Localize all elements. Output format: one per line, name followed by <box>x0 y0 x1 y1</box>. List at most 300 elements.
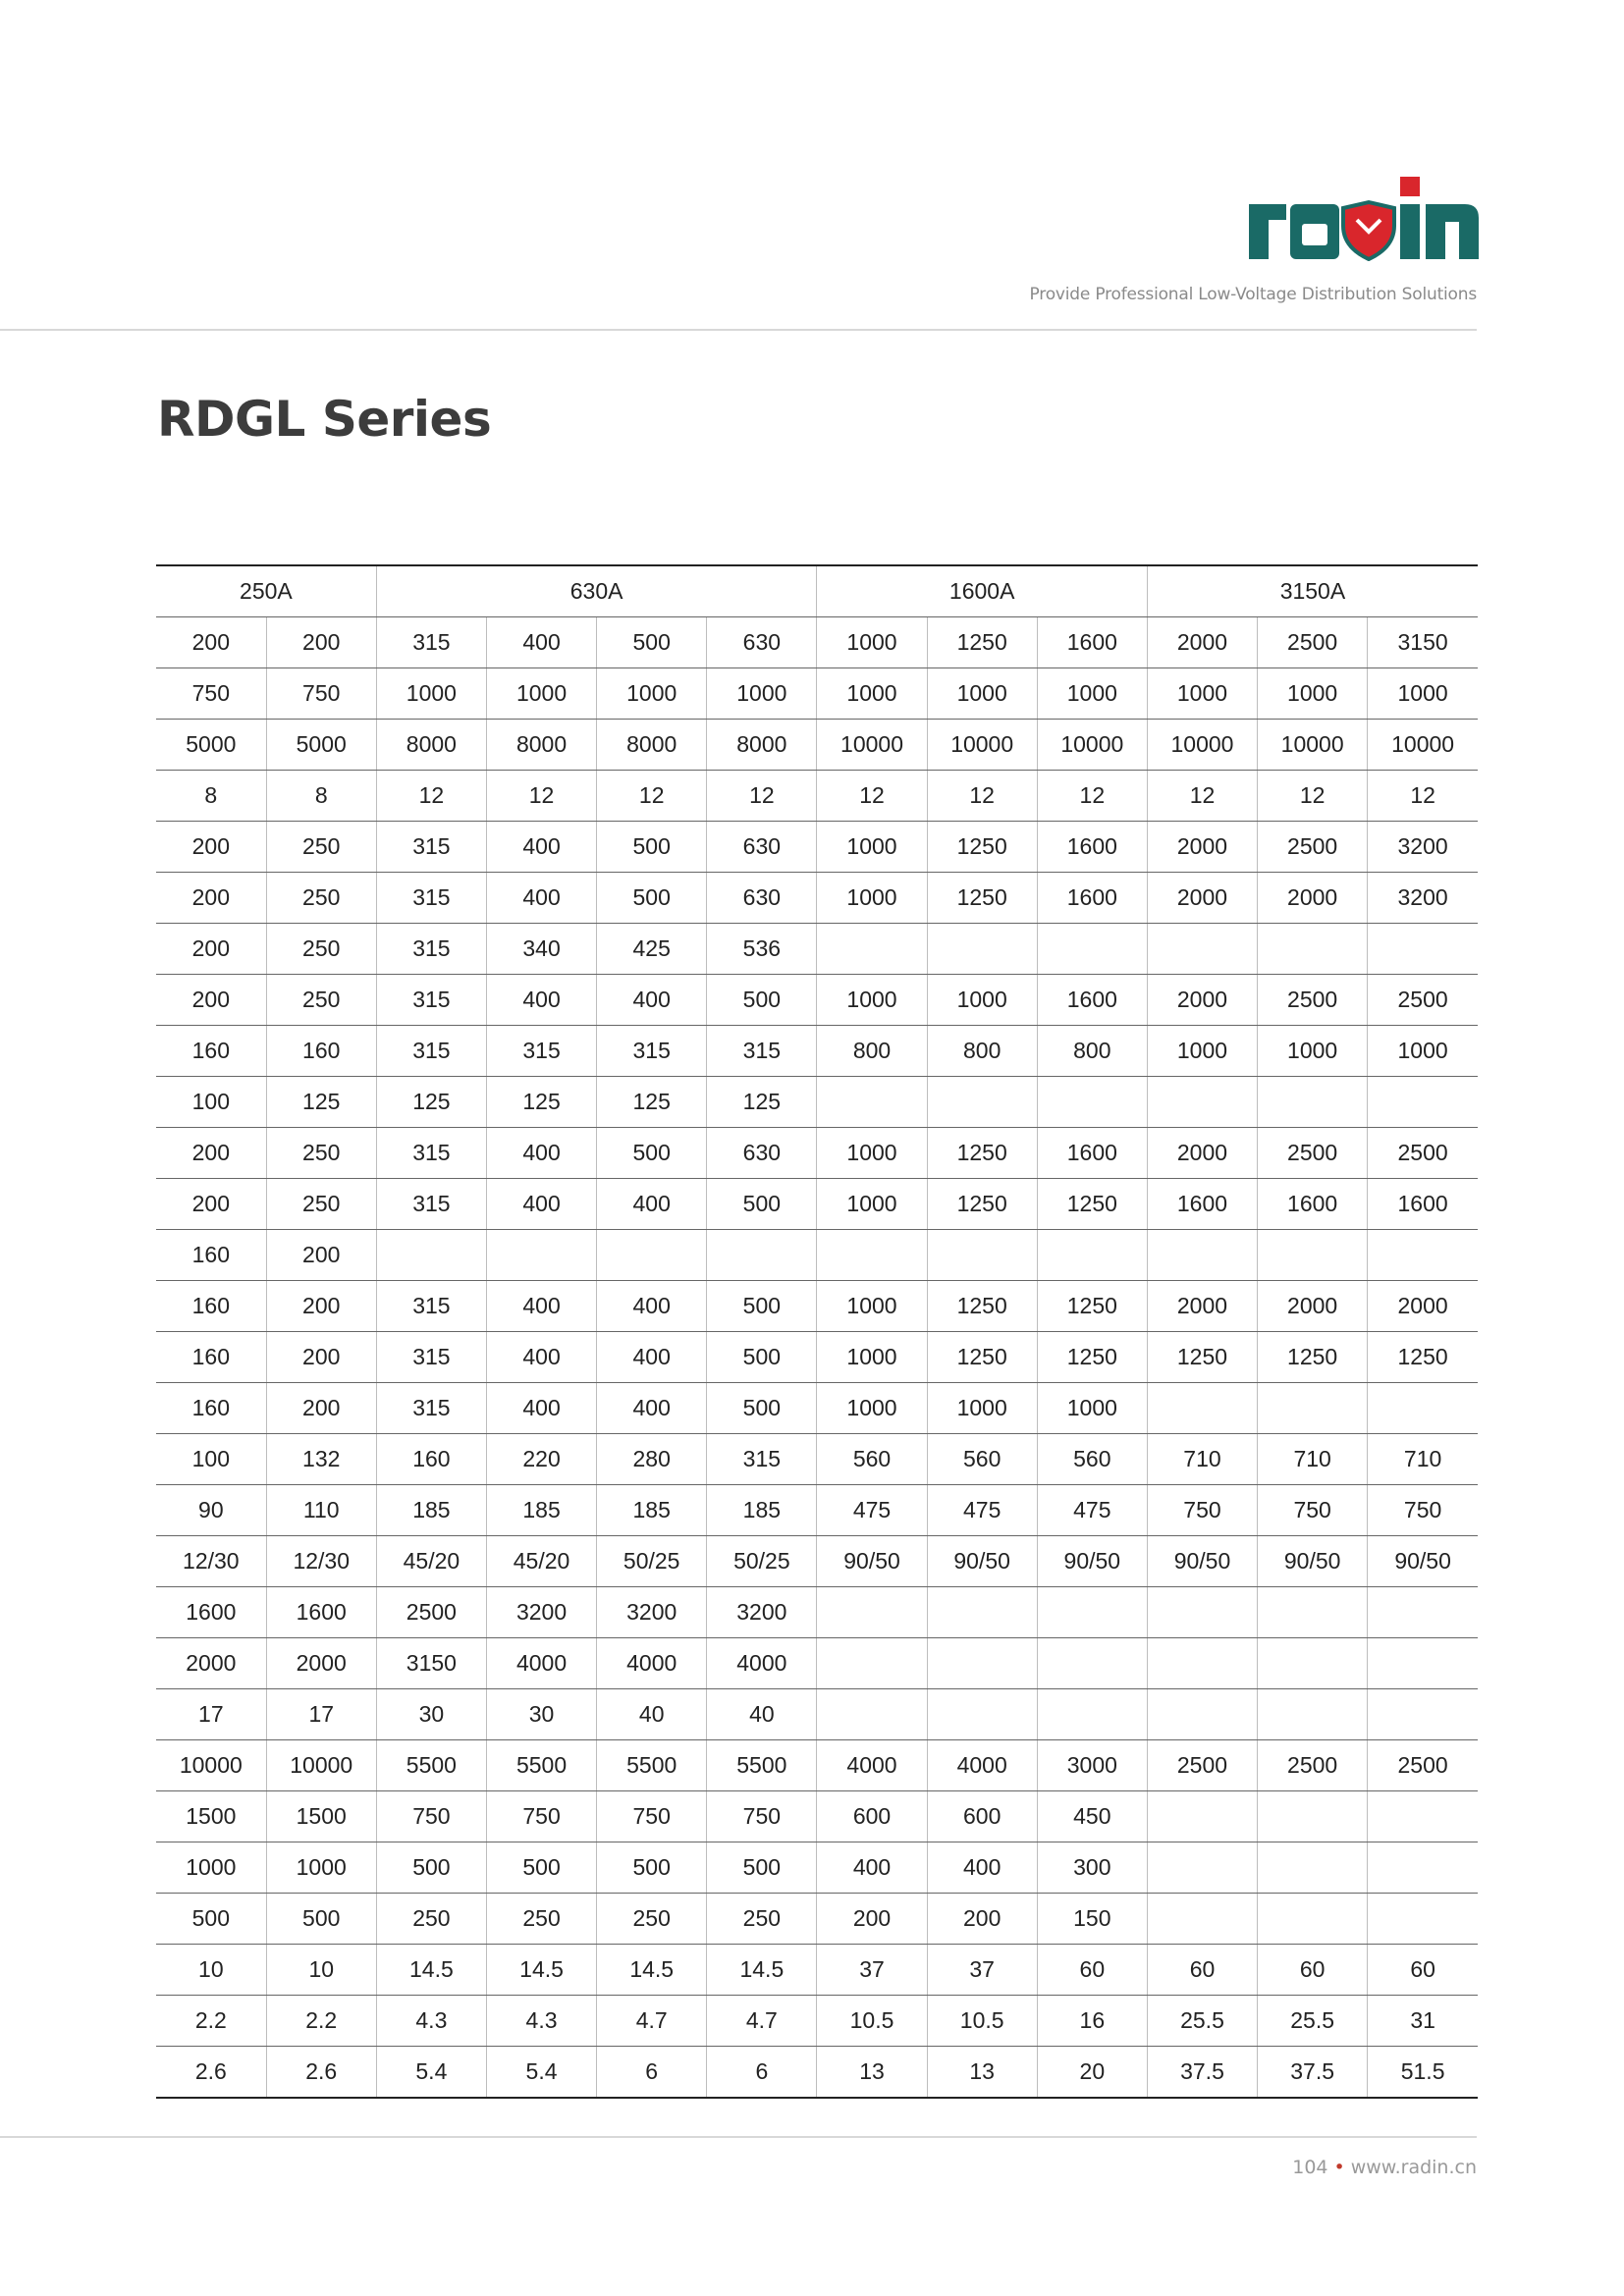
table-cell: 160 <box>156 1026 266 1077</box>
table-row <box>156 1332 1478 1383</box>
table-cell: 14.5 <box>376 1945 486 1996</box>
table-cell: 315 <box>486 1026 596 1077</box>
table-cell: 12/30 <box>266 1536 376 1587</box>
table-cell: 200 <box>927 1894 1037 1945</box>
table-cell: 1000 <box>707 668 817 720</box>
table-cell: 750 <box>597 1791 707 1842</box>
table-cell: 5.4 <box>376 2047 486 2099</box>
table-cell: 1500 <box>266 1791 376 1842</box>
table-cell: 14.5 <box>707 1945 817 1996</box>
table-row <box>156 822 1478 873</box>
table-cell: 37.5 <box>1147 2047 1257 2099</box>
table-cell: 12 <box>1147 771 1257 822</box>
table-cell: 200 <box>266 617 376 668</box>
table-cell <box>1368 1894 1478 1945</box>
table-cell: 500 <box>597 1128 707 1179</box>
table-cell: 500 <box>707 1281 817 1332</box>
table-cell: 500 <box>597 822 707 873</box>
table-cell: 1000 <box>817 1281 927 1332</box>
table-cell: 2000 <box>1147 975 1257 1026</box>
table-cell: 12 <box>376 771 486 822</box>
table-cell: 4.7 <box>707 1996 817 2047</box>
radin-logo-graphic <box>1247 175 1483 261</box>
table-cell: 400 <box>597 1383 707 1434</box>
page-footer <box>1292 2157 1477 2178</box>
table-cell: 200 <box>817 1894 927 1945</box>
table-cell: 160 <box>156 1230 266 1281</box>
table-cell: 1250 <box>1368 1332 1478 1383</box>
table-cell: 8000 <box>376 720 486 771</box>
table-cell: 200 <box>156 1179 266 1230</box>
table-cell: 10000 <box>1258 720 1368 771</box>
table-cell: 1000 <box>376 668 486 720</box>
table-cell <box>1037 1587 1147 1638</box>
table-row <box>156 975 1478 1026</box>
table-row <box>156 1128 1478 1179</box>
table-cell: 1000 <box>1147 668 1257 720</box>
table-row <box>156 1689 1478 1740</box>
table-cell: 16 <box>1037 1996 1147 2047</box>
table-cell: 1600 <box>1368 1179 1478 1230</box>
table-cell: 600 <box>817 1791 927 1842</box>
table-cell <box>1258 924 1368 975</box>
table-cell: 750 <box>486 1791 596 1842</box>
table-cell: 630 <box>707 1128 817 1179</box>
page-title: RDGL Series <box>157 391 492 448</box>
table-cell: 400 <box>486 1179 596 1230</box>
table-cell: 8 <box>266 771 376 822</box>
table-cell: 536 <box>707 924 817 975</box>
table-cell: 160 <box>266 1026 376 1077</box>
table-cell <box>1147 1077 1257 1128</box>
table-cell <box>817 1230 927 1281</box>
table-cell: 630 <box>707 822 817 873</box>
table-cell: 315 <box>376 924 486 975</box>
table-cell <box>1147 1842 1257 1894</box>
table-cell: 1250 <box>1037 1281 1147 1332</box>
table-cell: 250 <box>597 1894 707 1945</box>
table-cell: 185 <box>486 1485 596 1536</box>
table-cell: 1600 <box>1258 1179 1368 1230</box>
table-cell: 60 <box>1368 1945 1478 1996</box>
table-row <box>156 924 1478 975</box>
table-cell: 8000 <box>486 720 596 771</box>
table-cell: 13 <box>927 2047 1037 2099</box>
table-cell: 10000 <box>156 1740 266 1791</box>
table-cell <box>1147 1230 1257 1281</box>
table-cell: 2500 <box>1258 822 1368 873</box>
table-cell: 2500 <box>376 1587 486 1638</box>
table-cell: 8 <box>156 771 266 822</box>
table-row <box>156 1434 1478 1485</box>
table-row <box>156 1281 1478 1332</box>
table-cell: 250 <box>266 975 376 1026</box>
table-cell: 10 <box>156 1945 266 1996</box>
table-cell: 1000 <box>927 975 1037 1026</box>
table-cell: 12 <box>1368 771 1478 822</box>
table-cell: 14.5 <box>597 1945 707 1996</box>
table-cell <box>927 924 1037 975</box>
table-cell <box>1258 1842 1368 1894</box>
table-cell: 185 <box>376 1485 486 1536</box>
table-cell: 1600 <box>156 1587 266 1638</box>
table-cell <box>1368 1791 1478 1842</box>
table-cell <box>1368 1638 1478 1689</box>
table-row <box>156 2047 1478 2099</box>
table-cell: 6 <box>597 2047 707 2099</box>
table-cell: 1000 <box>927 1383 1037 1434</box>
table-cell: 710 <box>1147 1434 1257 1485</box>
table-cell: 500 <box>486 1842 596 1894</box>
table-cell: 750 <box>376 1791 486 1842</box>
table-cell: 800 <box>1037 1026 1147 1077</box>
table-cell: 2500 <box>1258 617 1368 668</box>
table-cell: 25.5 <box>1258 1996 1368 2047</box>
table-cell: 1000 <box>817 975 927 1026</box>
table-cell: 400 <box>597 975 707 1026</box>
table-cell: 1000 <box>927 668 1037 720</box>
table-cell: 90/50 <box>1258 1536 1368 1587</box>
table-cell <box>597 1230 707 1281</box>
table-cell: 1000 <box>1037 668 1147 720</box>
table-cell <box>927 1230 1037 1281</box>
table-cell: 250 <box>266 924 376 975</box>
table-row <box>156 1945 1478 1996</box>
table-cell: 12 <box>707 771 817 822</box>
table-cell: 10000 <box>1368 720 1478 771</box>
table-cell <box>1368 1689 1478 1740</box>
table-cell: 750 <box>266 668 376 720</box>
table-cell: 630 <box>707 873 817 924</box>
table-cell: 150 <box>1037 1894 1147 1945</box>
brand-tagline: Provide Professional Low-Voltage Distribution Solutions <box>1029 285 1477 304</box>
table-cell: 2500 <box>1258 975 1368 1026</box>
table-cell: 250 <box>486 1894 596 1945</box>
table-cell: 750 <box>1368 1485 1478 1536</box>
table-row <box>156 1485 1478 1536</box>
table-cell: 800 <box>817 1026 927 1077</box>
table-cell: 5000 <box>156 720 266 771</box>
table-row <box>156 771 1478 822</box>
table-cell <box>1037 1689 1147 1740</box>
table-cell: 2000 <box>1147 1128 1257 1179</box>
table-cell: 500 <box>156 1894 266 1945</box>
table-cell: 315 <box>376 1383 486 1434</box>
table-cell: 315 <box>376 1128 486 1179</box>
table-cell: 125 <box>597 1077 707 1128</box>
table-row <box>156 1026 1478 1077</box>
table-cell: 2000 <box>1368 1281 1478 1332</box>
table-cell: 1600 <box>1037 822 1147 873</box>
table-cell: 710 <box>1368 1434 1478 1485</box>
table-cell: 315 <box>376 1179 486 1230</box>
table-cell: 475 <box>817 1485 927 1536</box>
table-cell: 560 <box>927 1434 1037 1485</box>
table-cell: 315 <box>707 1434 817 1485</box>
table-cell: 2500 <box>1258 1740 1368 1791</box>
table-row <box>156 1230 1478 1281</box>
table-cell <box>1258 1230 1368 1281</box>
table-cell: 400 <box>597 1179 707 1230</box>
table-cell: 200 <box>266 1383 376 1434</box>
table-cell: 315 <box>376 873 486 924</box>
table-cell: 2.6 <box>194 2058 227 2084</box>
table-cell: 2000 <box>1147 617 1257 668</box>
table-row <box>156 1383 1478 1434</box>
table-cell: 250 <box>376 1894 486 1945</box>
table-cell <box>1147 924 1257 975</box>
table-cell: 1250 <box>1258 1332 1368 1383</box>
table-cell: 315 <box>707 1026 817 1077</box>
table-cell: 450 <box>1037 1791 1147 1842</box>
table-cell: 315 <box>376 975 486 1026</box>
table-cell: 500 <box>597 1842 707 1894</box>
table-cell: 4000 <box>927 1740 1037 1791</box>
table-cell: 1250 <box>927 1281 1037 1332</box>
table-cell <box>486 1230 596 1281</box>
table-cell: 1000 <box>817 1332 927 1383</box>
table-cell: 280 <box>597 1434 707 1485</box>
table-cell: 4000 <box>597 1638 707 1689</box>
footer-divider <box>0 2136 1477 2138</box>
table-cell: 60 <box>1147 1945 1257 1996</box>
table-cell: 8000 <box>597 720 707 771</box>
table-cell <box>1368 924 1478 975</box>
table-cell: 2000 <box>266 1638 376 1689</box>
table-cell: 400 <box>486 1332 596 1383</box>
table-cell: 4.3 <box>376 1996 486 2047</box>
table-cell: 3200 <box>1368 873 1478 924</box>
table-cell: 1250 <box>1037 1332 1147 1383</box>
table-cell: 125 <box>486 1077 596 1128</box>
page-number: 104 <box>1292 2157 1328 2178</box>
table-cell: 1600 <box>266 1587 376 1638</box>
column-group-header: 3150A <box>1147 565 1478 617</box>
table-cell: 37 <box>927 1945 1037 1996</box>
table-cell: 500 <box>597 873 707 924</box>
table-cell: 2000 <box>156 1638 266 1689</box>
table-cell <box>1037 1638 1147 1689</box>
table-cell: 400 <box>486 1383 596 1434</box>
table-cell: 5500 <box>707 1740 817 1791</box>
table-cell: 2.2 <box>266 1996 376 2047</box>
table-cell: 50/25 <box>597 1536 707 1587</box>
table-cell: 1250 <box>927 1179 1037 1230</box>
column-group-header: 1600A <box>817 565 1147 617</box>
table-cell <box>817 924 927 975</box>
table-cell: 37 <box>817 1945 927 1996</box>
table-cell: 90/50 <box>1147 1536 1257 1587</box>
table-cell: 12 <box>597 771 707 822</box>
table-cell: 200 <box>266 1281 376 1332</box>
table-cell: 14.5 <box>486 1945 596 1996</box>
table-cell: 10.5 <box>927 1996 1037 2047</box>
table-cell: 750 <box>1258 1485 1368 1536</box>
footer-separator: • <box>1333 2157 1345 2178</box>
table-cell: 500 <box>707 975 817 1026</box>
table-cell: 10000 <box>1147 720 1257 771</box>
table-cell: 132 <box>266 1434 376 1485</box>
table-cell <box>1258 1587 1368 1638</box>
table-cell: 500 <box>707 1179 817 1230</box>
table-cell: 710 <box>1258 1434 1368 1485</box>
table-cell: 475 <box>927 1485 1037 1536</box>
table-cell <box>817 1689 927 1740</box>
table-cell: 60 <box>1258 1945 1368 1996</box>
table-cell: 160 <box>376 1434 486 1485</box>
table-cell: 1000 <box>817 1383 927 1434</box>
table-cell: 4.3 <box>486 1996 596 2047</box>
table-cell: 250 <box>266 873 376 924</box>
table-cell: 250 <box>707 1894 817 1945</box>
table-cell: 340 <box>486 924 596 975</box>
table-cell: 1000 <box>817 617 927 668</box>
table-cell: 1250 <box>927 873 1037 924</box>
table-cell: 800 <box>927 1026 1037 1077</box>
table-cell <box>1368 1842 1478 1894</box>
table-cell <box>1147 1638 1257 1689</box>
table-cell: 1250 <box>1037 1179 1147 1230</box>
column-group-header: 250A <box>156 565 376 617</box>
table-cell: 4000 <box>707 1638 817 1689</box>
table-cell: 475 <box>1037 1485 1147 1536</box>
table-cell: 200 <box>156 975 266 1026</box>
table-cell: 400 <box>597 1332 707 1383</box>
table-cell: 1600 <box>1037 873 1147 924</box>
table-cell: 3200 <box>597 1587 707 1638</box>
table-cell: 1000 <box>817 822 927 873</box>
table-cell: 750 <box>156 668 266 720</box>
table-cell: 5500 <box>376 1740 486 1791</box>
table-cell: 90/50 <box>817 1536 927 1587</box>
table-cell: 2000 <box>1147 822 1257 873</box>
table-cell: 560 <box>1037 1434 1147 1485</box>
table-cell <box>927 1587 1037 1638</box>
table-cell: 400 <box>817 1842 927 1894</box>
table-cell: 315 <box>376 617 486 668</box>
table-cell: 5000 <box>266 720 376 771</box>
table-cell: 60 <box>1037 1945 1147 1996</box>
table-cell <box>927 1077 1037 1128</box>
table-cell: 1250 <box>1147 1332 1257 1383</box>
table-cell: 2500 <box>1258 1128 1368 1179</box>
header-row <box>156 565 1478 617</box>
table-cell <box>817 1077 927 1128</box>
website-link[interactable]: www.radin.cn <box>1350 2157 1477 2178</box>
table-cell: 5500 <box>597 1740 707 1791</box>
table-cell: 1000 <box>817 873 927 924</box>
table-cell: 13 <box>817 2047 927 2099</box>
table-cell: 125 <box>376 1077 486 1128</box>
table-cell: 1000 <box>1147 1026 1257 1077</box>
table-cell: 1000 <box>817 1128 927 1179</box>
table-cell <box>817 1587 927 1638</box>
table-cell: 315 <box>376 1026 486 1077</box>
table-cell <box>1147 1791 1257 1842</box>
table-cell: 10000 <box>817 720 927 771</box>
table-cell: 1600 <box>1037 1128 1147 1179</box>
table-cell: 1000 <box>1258 668 1368 720</box>
table-cell: 220 <box>486 1434 596 1485</box>
table-cell: 315 <box>376 1281 486 1332</box>
table-cell: 400 <box>486 822 596 873</box>
table-cell: 1000 <box>156 1842 266 1894</box>
table-cell: 160 <box>156 1383 266 1434</box>
table-cell: 17 <box>266 1689 376 1740</box>
table-cell: 500 <box>376 1842 486 1894</box>
table-cell: 630 <box>707 617 817 668</box>
table-cell: 315 <box>597 1026 707 1077</box>
table-cell: 2500 <box>1147 1740 1257 1791</box>
table-cell: 500 <box>266 1894 376 1945</box>
table-cell: 160 <box>156 1332 266 1383</box>
table-cell: 400 <box>927 1842 1037 1894</box>
table-cell: 2000 <box>1258 873 1368 924</box>
table-row <box>156 1842 1478 1894</box>
table-cell: 1000 <box>597 668 707 720</box>
table-cell <box>1147 1894 1257 1945</box>
table-row <box>156 1536 1478 1587</box>
table-cell <box>1147 1587 1257 1638</box>
table-row <box>156 1587 1478 1638</box>
table-cell: 200 <box>156 873 266 924</box>
table-cell: 250 <box>266 1128 376 1179</box>
table-cell: 90/50 <box>927 1536 1037 1587</box>
table-cell <box>1368 1230 1478 1281</box>
table-cell: 90/50 <box>1037 1536 1147 1587</box>
table-row <box>156 1996 1478 2047</box>
table-cell <box>1258 1077 1368 1128</box>
table-cell: 315 <box>376 822 486 873</box>
table-cell: 4000 <box>486 1638 596 1689</box>
table-cell: 10 <box>266 1945 376 1996</box>
table-cell: 400 <box>486 1128 596 1179</box>
table-cell: 315 <box>376 1332 486 1383</box>
table-cell: 750 <box>707 1791 817 1842</box>
table-cell: 25.5 <box>1147 1996 1257 2047</box>
table-cell: 200 <box>156 822 266 873</box>
table-cell <box>1037 1077 1147 1128</box>
table-cell: 1250 <box>927 1332 1037 1383</box>
table-cell: 1500 <box>156 1791 266 1842</box>
table-cell: 1000 <box>1037 1383 1147 1434</box>
table-cell: 90/50 <box>1368 1536 1478 1587</box>
table-cell: 1250 <box>927 1128 1037 1179</box>
table-cell: 3000 <box>1037 1740 1147 1791</box>
table-cell <box>1368 1077 1478 1128</box>
table-cell: 160 <box>156 1281 266 1332</box>
table-cell: 750 <box>1147 1485 1257 1536</box>
table-cell: 12 <box>1258 771 1368 822</box>
table-row <box>156 1740 1478 1791</box>
table-cell: 10000 <box>1037 720 1147 771</box>
table-row <box>156 1077 1478 1128</box>
table-cell: 400 <box>486 1281 596 1332</box>
table-cell: 185 <box>597 1485 707 1536</box>
table-cell <box>1368 1587 1478 1638</box>
table-cell: 1000 <box>817 668 927 720</box>
table-cell: 500 <box>707 1842 817 1894</box>
table-cell: 2.2 <box>156 1996 266 2047</box>
table-cell: 2500 <box>1368 975 1478 1026</box>
table-cell: 2500 <box>1368 1740 1478 1791</box>
table-cell <box>1037 1230 1147 1281</box>
table-cell <box>1147 1689 1257 1740</box>
table-row <box>156 1791 1478 1842</box>
table-row <box>156 1179 1478 1230</box>
table-cell: 185 <box>707 1485 817 1536</box>
table-cell: 17 <box>156 1689 266 1740</box>
